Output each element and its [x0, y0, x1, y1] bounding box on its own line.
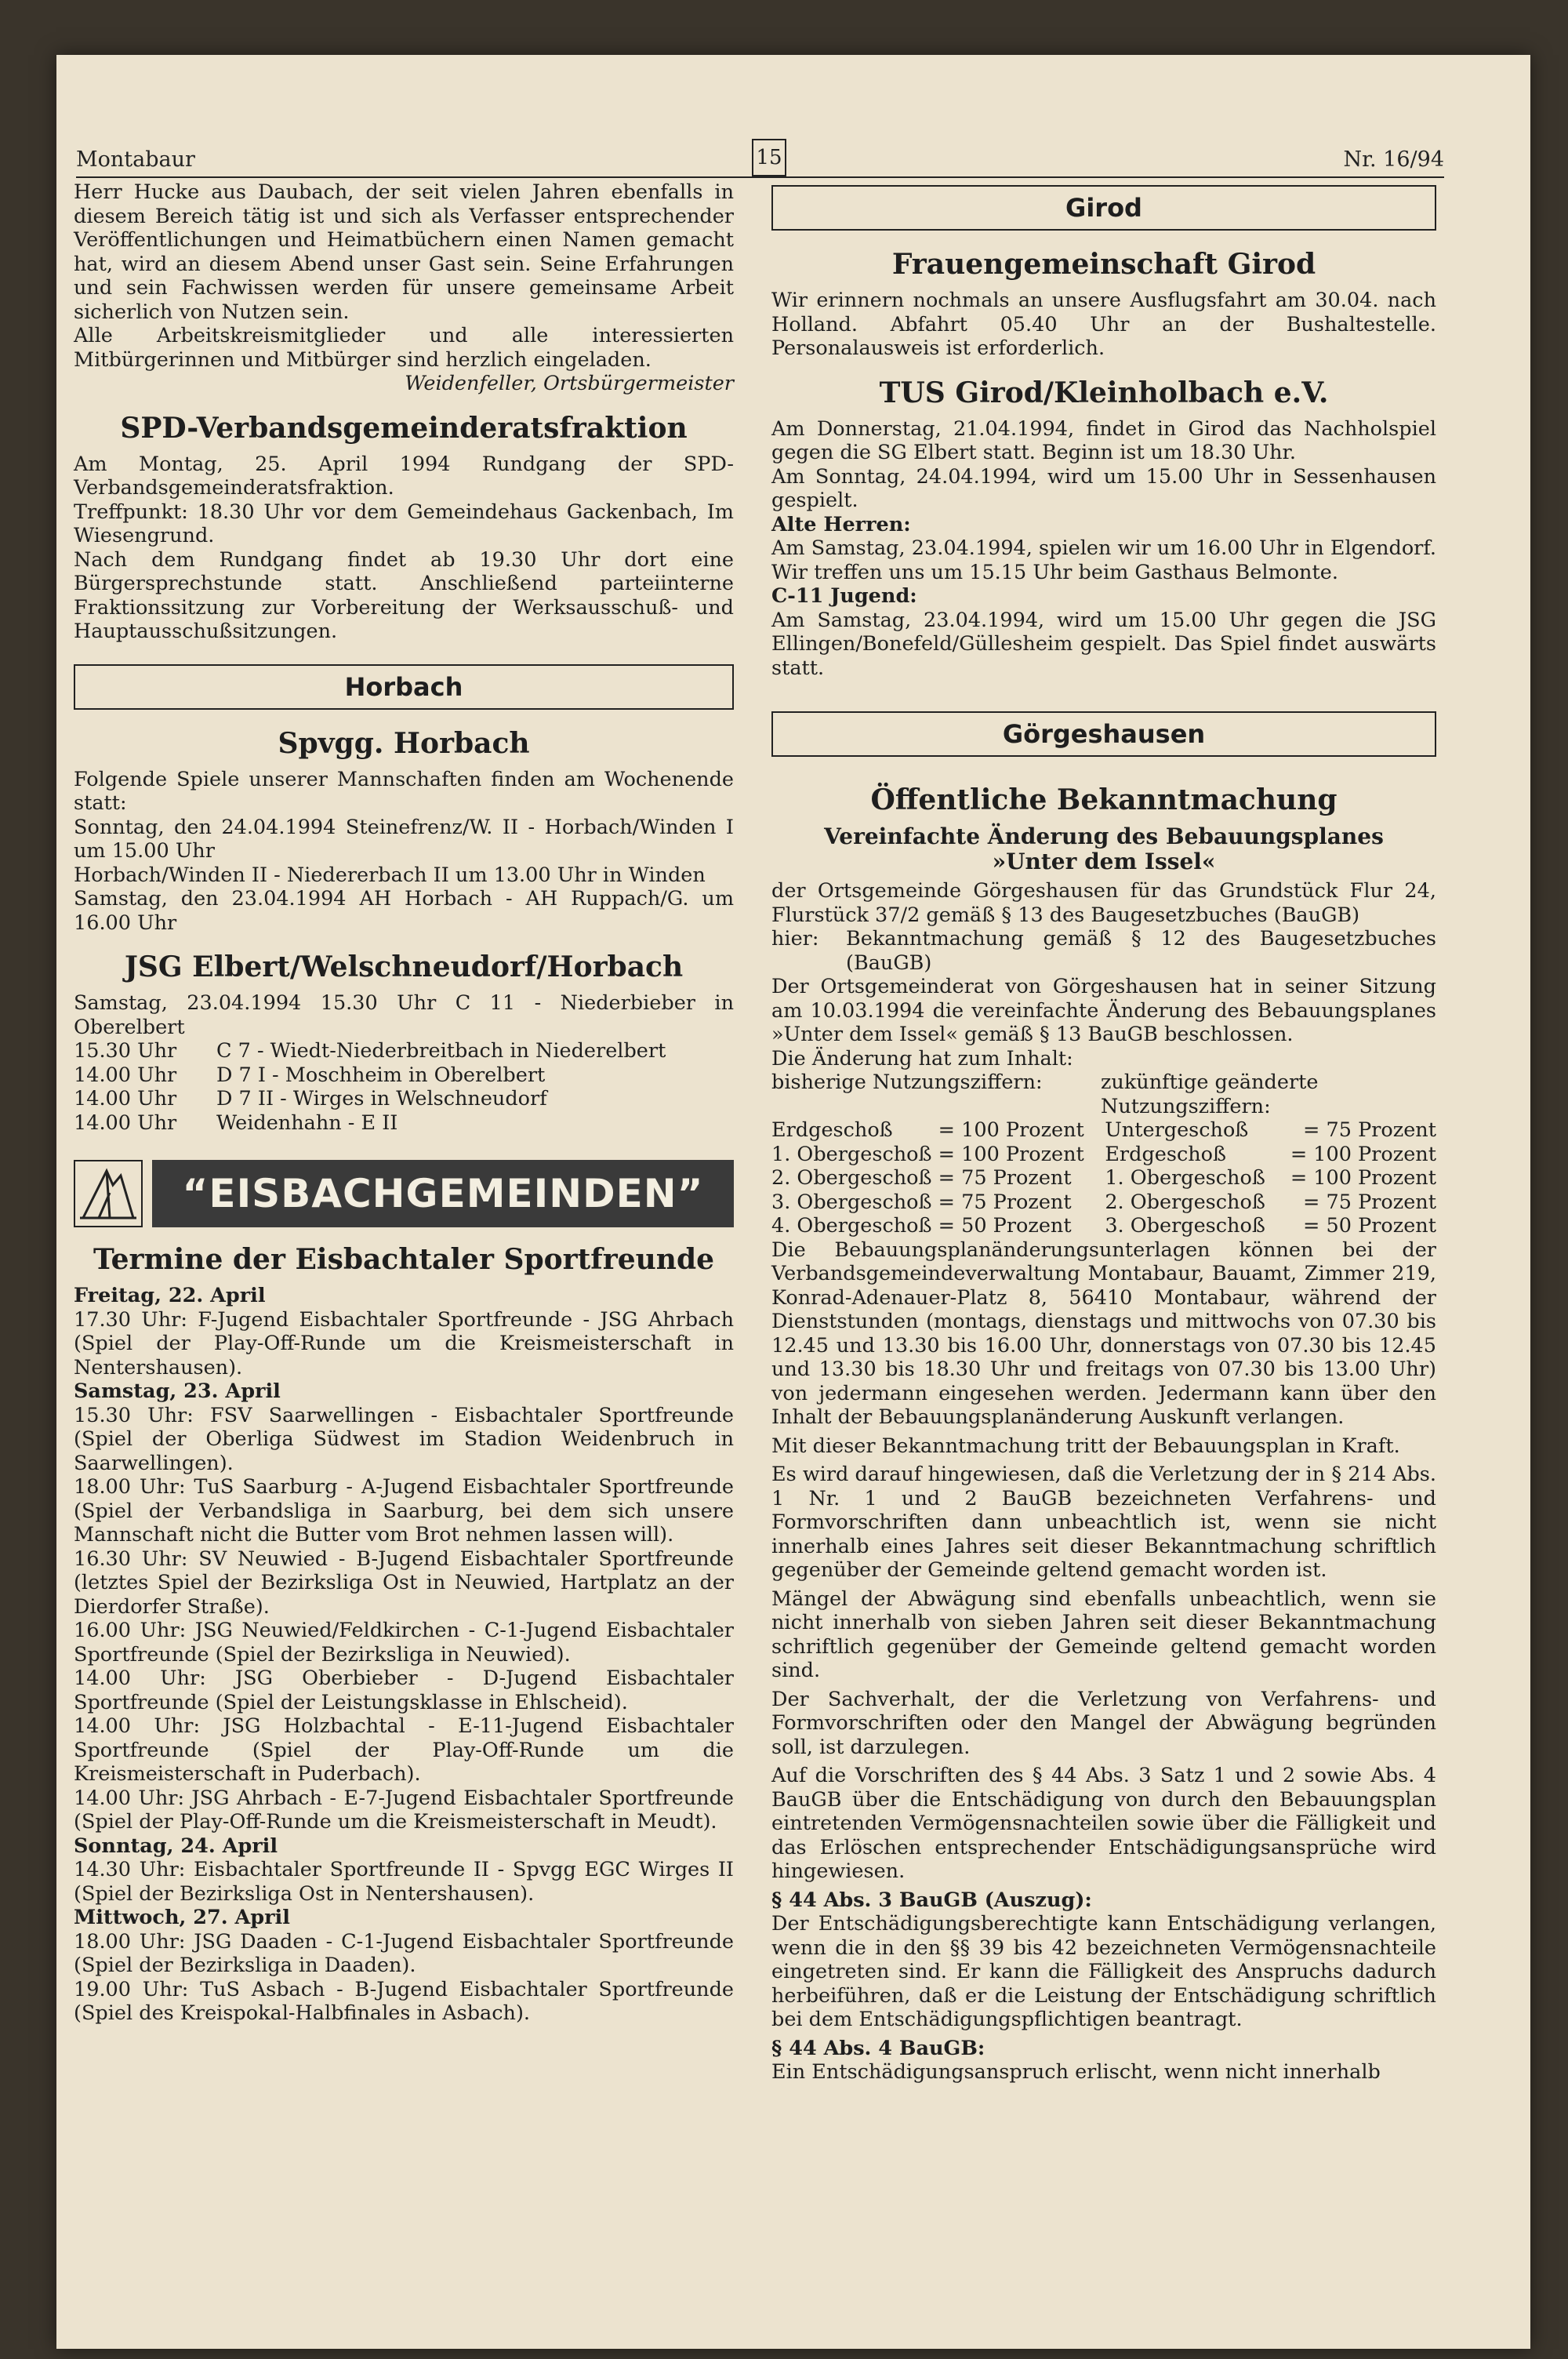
table-row [771, 1214, 1436, 1238]
section-banner-horbach: Horbach [74, 664, 734, 710]
table-row [771, 1166, 1436, 1190]
header-location: Montabaur [76, 147, 195, 172]
tus-heading: TUS Girod/Kleinholbach e.V. [879, 376, 1329, 409]
table-cell: 1. Obergeschoß [1105, 1166, 1265, 1190]
hier-row [771, 927, 1436, 975]
subheading: C-11 Jugend: [771, 584, 917, 608]
table-cell: 2. Obergeschoß [771, 1166, 932, 1190]
table-header-left: bisherige Nutzungsziffern: [771, 1070, 1043, 1094]
signature: Weidenfeller, Ortsbürgermeister [405, 372, 734, 395]
jsg-row [74, 1111, 734, 1136]
bek-paragraph: Der Sachverhalt, der die Verletzung von Verfahrens- und Formvorschriften oder den Mangel der Abwägung begründen soll, ist darzulegen. [771, 1687, 1436, 1759]
table-header-right: zukünftige geänderte [1101, 1070, 1319, 1094]
jsg-match: Weidenhahn - E II [216, 1110, 398, 1135]
hier-label: hier: [771, 927, 819, 951]
spvgg-heading: Spvgg. Horbach [278, 726, 530, 760]
page-header [76, 137, 1444, 178]
bek-paragraph: Es wird darauf hingewiesen, daß die Verletzung der in § 214 Abs. 1 Nr. 1 und 2 BauGB bezeichneten Verfahrens- und Formvorschriften dann unbeachtlich ist, wenn sie nicht innerhalb eines Jahres seit dieser Bekanntmachung schriftlich gegenüber der Gemeinde geltend gemacht worden ist. [771, 1463, 1436, 1582]
jsg-row [74, 1063, 734, 1088]
table-cell: Erdgeschoß [1105, 1142, 1227, 1166]
section-banner-goergeshausen: Görgeshausen [771, 711, 1436, 757]
bek-paragraph: Auf die Vorschriften des § 44 Abs. 3 Satz 1 und 2 sowie Abs. 4 BauGB über die Entschädigung von durch den Bebauungsplan eintretenden Vermögensnachteilen sowie über die Fälligkeit und das Erlöschen entsprechender Entschädigungsansprüche wird hingewiesen. [771, 1764, 1436, 1883]
event-entry: 18.00 Uhr: JSG Daaden - C-1-Jugend Eisbachtaler Sportfreunde (Spiel der Bezirksliga in Daaden). [74, 1929, 734, 1977]
tus-paragraph: Am Samstag, 23.04.1994, spielen wir um 16.00 Uhr in Elgendorf. Wir treffen uns um 15.15 Uhr beim Gasthaus Belmonte. [771, 536, 1436, 584]
event-entry: 17.30 Uhr: F-Jugend Eisbachtaler Sportfreunde - JSG Ahrbach (Spiel der Play-Off-Runde um die Kreismeisterschaft in Nentershausen). [74, 1307, 734, 1379]
bek-paragraph: Der Ortsgemeinderat von Görgeshausen hat in seiner Sitzung am 10.03.1994 die vereinfachte Änderung des Bebauungsplanes »Unter dem Issel« gemäß § 13 BauGB beschlossen. [771, 975, 1436, 1046]
intro-paragraph: Herr Hucke aus Daubach, der seit vielen Jahren ebenfalls in diesem Bereich tätig ist und sich als Verfasser entsprechender Veröffentlichungen und Heimatbüchern einen Namen gemacht hat, wird an diesem Abend unser Gast sein. Seine Erfahrungen und sein Fachwissen werden für unsere gemeinsame Arbeit sicherlich von Nutzen sein. [74, 180, 734, 324]
event-entry: 14.00 Uhr: JSG Oberbieber - D-Jugend Eisbachtaler Sportfreunde (Spiel der Leistungsklasse in Ehlscheid). [74, 1667, 734, 1714]
table-cell: = 100 Prozent [1290, 1142, 1436, 1166]
eisbach-banner [74, 1160, 734, 1227]
day-heading: Sonntag, 24. April [74, 1834, 278, 1858]
newspaper-page [56, 55, 1530, 2349]
table-cell: = 75 Prozent [1303, 1190, 1436, 1214]
event-entry: 14.00 Uhr: JSG Ahrbach - E-7-Jugend Eisbachtaler Sportfreunde (Spiel der Play-Off-Runde um die Kreismeisterschaft in Meudt). [74, 1786, 734, 1834]
event-entry: 18.00 Uhr: TuS Saarburg - A-Jugend Eisbachtaler Sportfreunde (Spiel der Verbandsliga in Saarburg, bei dem sich unsere Mannschaft nicht die Butter vom Brot nehmen lassen will). [74, 1475, 734, 1547]
spd-paragraph: Treffpunkt: 18.30 Uhr vor dem Gemeindehaus Gackenbach, Im Wiesengrund. [74, 500, 734, 547]
jsg-time: 14.00 Uhr [74, 1063, 177, 1087]
table-cell: 1. Obergeschoß [771, 1142, 932, 1166]
spvgg-paragraph: Folgende Spiele unserer Mannschaften finden am Wochenende statt: [74, 767, 734, 815]
frauen-heading: Frauengemeinschaft Girod [891, 248, 1316, 281]
jsg-paragraph: Samstag, 23.04.1994 15.30 Uhr C 11 - Niederbieber in Oberelbert [74, 991, 734, 1039]
table-cell: = 100 Prozent [938, 1142, 1084, 1166]
bek-paragraph: Ein Entschädigungsanspruch erlischt, wenn nicht innerhalb [771, 2060, 1381, 2084]
table-cell: = 75 Prozent [938, 1166, 1072, 1190]
subheading: § 44 Abs. 3 BauGB (Auszug): [771, 1888, 1092, 1912]
bek-paragraph: der Ortsgemeinde Görgeshausen für das Grundstück Flur 24, Flurstück 37/2 gemäß § 13 des Baugesetzbuches (BauGB) [771, 879, 1436, 927]
table-header [771, 1095, 1436, 1119]
page-number: 15 [752, 139, 786, 176]
spvgg-paragraph: Samstag, den 23.04.1994 AH Horbach - AH Ruppach/G. um 16.00 Uhr [74, 887, 734, 935]
event-entry: 19.00 Uhr: TuS Asbach - B-Jugend Eisbachtaler Sportfreunde (Spiel des Kreispokal-Halbfinales in Asbach). [74, 1977, 734, 2025]
bekanntmachung-subheading: Vereinfachte Änderung des Bebauungsplanes [824, 823, 1384, 849]
left-column [74, 180, 734, 2026]
tus-paragraph: Am Donnerstag, 21.04.1994, findet in Girod das Nachholspiel gegen die SG Elbert statt. Beginn ist um 18.30 Uhr. [771, 416, 1436, 464]
hier-text: Bekanntmachung gemäß § 12 des Baugesetzbuches (BauGB) [846, 927, 1436, 975]
table-cell: = 50 Prozent [1303, 1214, 1436, 1238]
jsg-match: D 7 II - Wirges in Welschneudorf [216, 1087, 547, 1110]
jsg-time: 14.00 Uhr [74, 1087, 177, 1110]
event-entry: 15.30 Uhr: FSV Saarwellingen - Eisbachtaler Sportfreunde (Spiel der Oberliga Südwest im Stadion Weidenbruch in Saarwellingen). [74, 1403, 734, 1475]
jsg-row [74, 1039, 734, 1063]
table-cell: = 75 Prozent [938, 1190, 1072, 1214]
spd-paragraph: Am Montag, 25. April 1994 Rundgang der SPD-Verbandsgemeinderatsfraktion. [74, 452, 734, 500]
event-entry: 14.30 Uhr: Eisbachtaler Sportfreunde II - Spvgg EGC Wirges II (Spiel der Bezirksliga Ost in Nentershausen). [74, 1858, 734, 1906]
bekanntmachung-subheading: »Unter dem Issel« [992, 849, 1216, 874]
spvgg-paragraph: Horbach/Winden II - Niedererbach II um 13.00 Uhr in Winden [74, 863, 706, 887]
bek-paragraph: Mängel der Abwägung sind ebenfalls unbeachtlich, wenn sie nicht innerhalb von sieben Jahren seit dieser Bekanntmachung schriftlich gegenüber der Gemeinde geltend gemacht worden sind. [771, 1587, 1436, 1682]
table-header [771, 1070, 1436, 1095]
jsg-heading: JSG Elbert/Welschneudorf/Horbach [124, 951, 684, 983]
day-heading: Freitag, 22. April [74, 1284, 266, 1307]
table-cell: = 100 Prozent [1290, 1166, 1436, 1190]
spvgg-paragraph: Sonntag, den 24.04.1994 Steinefrenz/W. II - Horbach/Winden I um 15.00 Uhr [74, 815, 734, 863]
day-heading: Samstag, 23. April [74, 1379, 281, 1403]
intro-paragraph-2: Alle Arbeitskreismitglieder und alle interessierten Mitbürgerinnen und Mitbürger sind herzlich eingeladen. [74, 324, 734, 372]
table-row [771, 1118, 1436, 1143]
table-cell: 3. Obergeschoß [771, 1190, 932, 1214]
jsg-time: 15.30 Uhr [74, 1039, 177, 1063]
right-column [771, 180, 1436, 2085]
table-cell: 4. Obergeschoß [771, 1214, 932, 1238]
event-entry: 16.00 Uhr: JSG Neuwied/Feldkirchen - C-1-Jugend Eisbachtaler Sportfreunde (Spiel der Bezirksliga in Neuwied). [74, 1619, 734, 1667]
bek-paragraph: Die Änderung hat zum Inhalt: [771, 1046, 1073, 1070]
eisbach-logo-icon [74, 1160, 143, 1227]
bekanntmachung-heading: Öffentliche Bekanntmachung [870, 783, 1338, 816]
table-cell: = 50 Prozent [938, 1214, 1072, 1238]
bek-paragraph: Mit dieser Bekanntmachung tritt der Bebauungsplan in Kraft. [771, 1434, 1400, 1458]
jsg-match: D 7 I - Moschheim in Oberelbert [216, 1063, 546, 1087]
bek-paragraph: Die Bebauungsplanänderungsunterlagen können bei der Verbandsgemeindeverwaltung Montabaur, Bauamt, Zimmer 219, Konrad-Adenauer-Platz 8, 56410 Montabaur, während der Dienststunden (montags, dienstags und mittwochs von 07.30 bis 12.45 und 13.30 bis 16.00 Uhr, donnerstags von 07.30 bis 12.45 und 13.30 bis 18.30 Uhr und freitags von 07.30 bis 13.00 Uhr) von jedermann eingesehen werden. Jedermann kann über den Inhalt der Bebauungsplanänderung Auskunft verlangen. [771, 1238, 1436, 1429]
table-row [771, 1190, 1436, 1215]
bek-paragraph: Der Entschädigungsberechtigte kann Entschädigung verlangen, wenn die in den §§ 39 bis 42 bezeichneten Vermögensnachteile eingetreten sind. Er kann die Fälligkeit des Anspruchs dadurch herbeiführen, daß er die Leistung der Entschädigung schriftlich bei dem Entschädigungspflichtigen beantragt. [771, 1912, 1436, 2031]
jsg-row [74, 1087, 734, 1111]
day-heading: Mittwoch, 27. April [74, 1906, 290, 1929]
termine-heading: Termine der Eisbachtaler Sportfreunde [93, 1243, 715, 1276]
subheading: Alte Herren: [771, 512, 911, 536]
event-entry: 16.30 Uhr: SV Neuwied - B-Jugend Eisbachtaler Sportfreunde (letztes Spiel der Bezirksliga Ost in Neuwied, Hartplatz an der Dierdorfer Straße). [74, 1547, 734, 1619]
table-cell: Untergeschoß [1105, 1118, 1249, 1142]
table-cell: 2. Obergeschoß [1105, 1190, 1265, 1214]
table-cell: = 100 Prozent [938, 1118, 1084, 1142]
subheading: § 44 Abs. 4 BauGB: [771, 2036, 985, 2060]
table-header-right: Nutzungsziffern: [1101, 1094, 1271, 1118]
event-entry: 14.00 Uhr: JSG Holzbachtal - E-11-Jugend Eisbachtaler Sportfreunde (Spiel der Play-Off-Runde um die Kreismeisterschaft in Puderbach). [74, 1714, 734, 1786]
jsg-match: C 7 - Wiedt-Niederbreitbach in Niederelbert [216, 1039, 666, 1063]
tus-paragraph: Am Samstag, 23.04.1994, wird um 15.00 Uhr gegen die JSG Ellingen/Bonefeld/Güllesheim gespielt. Das Spiel findet auswärts statt. [771, 608, 1436, 680]
nutzung-table [771, 1118, 1436, 1238]
table-row [771, 1143, 1436, 1167]
table-cell: 3. Obergeschoß [1105, 1214, 1265, 1238]
table-cell: = 75 Prozent [1303, 1118, 1436, 1142]
frauen-paragraph: Wir erinnern nochmals an unsere Ausflugsfahrt am 30.04. nach Holland. Abfahrt 05.40 Uhr an der Bushaltestelle. Personalausweis ist erforderlich. [771, 289, 1436, 360]
tus-paragraph: Am Sonntag, 24.04.1994, wird um 15.00 Uhr in Sessenhausen gespielt. [771, 464, 1436, 512]
eisbach-title: “EISBACHGEMEINDEN” [152, 1160, 734, 1227]
issue-number: Nr. 16/94 [1343, 147, 1444, 172]
spd-paragraph: Nach dem Rundgang findet ab 19.30 Uhr dort eine Bürgersprechstunde statt. Anschließend parteiinterne Fraktionssitzung zur Vorbereitung der Werksausschuß- und Hauptausschußsitzungen. [74, 547, 734, 643]
section-banner-girod: Girod [771, 185, 1436, 231]
jsg-time: 14.00 Uhr [74, 1110, 177, 1135]
table-cell: Erdgeschoß [771, 1118, 893, 1142]
spd-heading: SPD-Verbandsgemeinderatsfraktion [120, 411, 688, 445]
